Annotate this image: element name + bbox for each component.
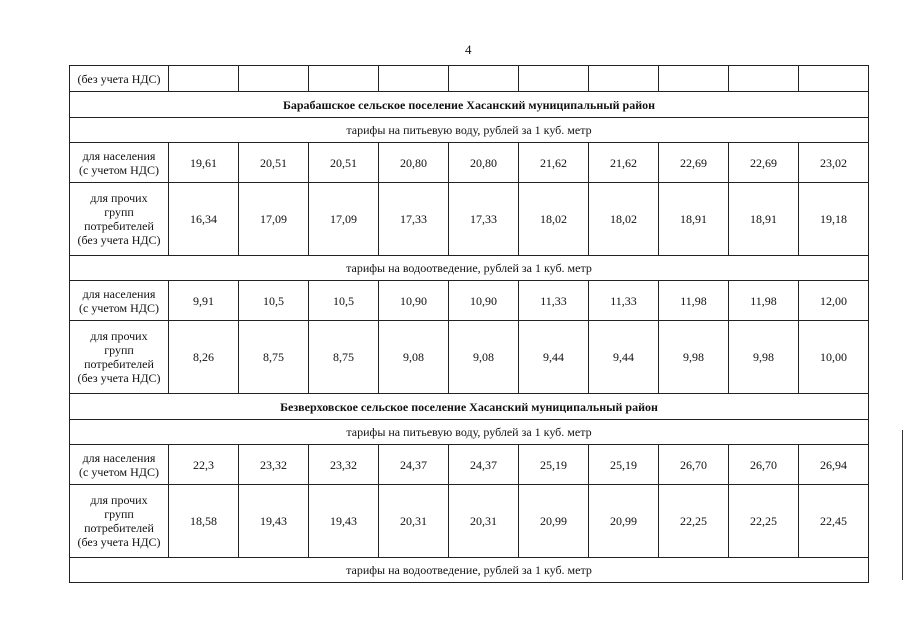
value-cell: 18,02: [589, 183, 659, 256]
value-cell: 24,37: [449, 445, 519, 485]
table-row: [70, 321, 869, 394]
tariff-type-row: [70, 558, 869, 583]
table-row: [70, 281, 869, 321]
value-cell: 17,09: [309, 183, 379, 256]
value-cell: 9,08: [379, 321, 449, 394]
value-cell: 10,90: [379, 281, 449, 321]
value-cell: 8,26: [169, 321, 239, 394]
table-row: [70, 183, 869, 256]
value-cell: 19,43: [239, 485, 309, 558]
value-cell: 9,98: [659, 321, 729, 394]
value-cell: [799, 66, 869, 92]
row-label-line: (без учета НДС): [77, 233, 161, 247]
value-cell: 17,33: [449, 183, 519, 256]
row-label: [70, 445, 169, 485]
tariff-type-row: [70, 420, 869, 445]
row-label-line: для прочих: [90, 329, 148, 343]
row-label-line: для населения: [82, 148, 156, 163]
scan-edge-mark: [902, 430, 903, 580]
row-label-line: для населения: [82, 450, 156, 465]
value-cell: 20,51: [239, 143, 309, 183]
value-cell: 25,19: [519, 445, 589, 485]
row-label-line: потребителей: [84, 357, 154, 371]
value-cell: 22,25: [659, 485, 729, 558]
row-label-line: для населения: [82, 286, 156, 301]
row-label: [70, 321, 169, 394]
value-cell: [659, 66, 729, 92]
value-cell: 17,09: [239, 183, 309, 256]
value-cell: 8,75: [309, 321, 379, 394]
row-label-line: групп: [104, 343, 134, 357]
value-cell: 26,70: [729, 445, 799, 485]
value-cell: 22,25: [729, 485, 799, 558]
value-cell: 9,44: [519, 321, 589, 394]
value-cell: 20,99: [589, 485, 659, 558]
value-cell: 24,37: [379, 445, 449, 485]
value-cell: 10,5: [309, 281, 379, 321]
value-cell: 23,32: [309, 445, 379, 485]
value-cell: 10,90: [449, 281, 519, 321]
value-cell: 16,34: [169, 183, 239, 256]
value-cell: 22,69: [659, 143, 729, 183]
value-cell: 20,51: [309, 143, 379, 183]
value-cell: 22,3: [169, 445, 239, 485]
value-cell: 20,80: [379, 143, 449, 183]
settlement-header-row: [70, 394, 869, 420]
row-label: [70, 143, 169, 183]
value-cell: 10,00: [799, 321, 869, 394]
value-cell: [309, 66, 379, 92]
value-cell: 26,70: [659, 445, 729, 485]
row-label-line: для прочих: [90, 493, 148, 507]
settlement-title: Безверховское сельское поселение Хасанский муниципальный район: [70, 394, 869, 420]
value-cell: 19,61: [169, 143, 239, 183]
page-number: 4: [465, 42, 472, 57]
value-cell: 11,98: [729, 281, 799, 321]
value-cell: 22,69: [729, 143, 799, 183]
value-cell: 12,00: [799, 281, 869, 321]
row-label-line: потребителей: [84, 521, 154, 535]
value-cell: 10,5: [239, 281, 309, 321]
value-cell: 19,43: [309, 485, 379, 558]
value-cell: 23,02: [799, 143, 869, 183]
row-label-line: потребителей: [84, 219, 154, 233]
value-cell: 11,33: [519, 281, 589, 321]
row-label-line: (с учетом НДС): [79, 162, 159, 177]
value-cell: 26,94: [799, 445, 869, 485]
value-cell: 17,33: [379, 183, 449, 256]
value-cell: 8,75: [239, 321, 309, 394]
settlement-title: Барабашское сельское поселение Хасанский муниципальный район: [70, 92, 869, 118]
value-cell: 11,33: [589, 281, 659, 321]
value-cell: 9,08: [449, 321, 519, 394]
tariff-type-row: [70, 256, 869, 281]
value-cell: 20,80: [449, 143, 519, 183]
value-cell: 21,62: [519, 143, 589, 183]
value-cell: 18,02: [519, 183, 589, 256]
value-cell: [239, 66, 309, 92]
value-cell: 9,91: [169, 281, 239, 321]
tariff-table: [69, 65, 869, 583]
value-cell: 20,99: [519, 485, 589, 558]
table-row: [70, 485, 869, 558]
row-label-line: групп: [104, 507, 134, 521]
row-label-line: (без учета НДС): [77, 371, 161, 385]
value-cell: 20,31: [379, 485, 449, 558]
settlement-header-row: [70, 92, 869, 118]
row-label-line: (без учета НДС): [77, 535, 161, 549]
row-label: [70, 183, 169, 256]
value-cell: 11,98: [659, 281, 729, 321]
value-cell: 22,45: [799, 485, 869, 558]
table-row: [70, 66, 869, 92]
table-row: [70, 143, 869, 183]
tariff-type-title: тарифы на питьевую воду, рублей за 1 куб. метр: [70, 420, 869, 445]
value-cell: 18,91: [659, 183, 729, 256]
row-label-line: групп: [104, 205, 134, 219]
value-cell: 25,19: [589, 445, 659, 485]
tariff-type-title: тарифы на водоотведение, рублей за 1 куб. метр: [70, 558, 869, 583]
value-cell: [379, 66, 449, 92]
value-cell: [519, 66, 589, 92]
row-label-line: (с учетом НДС): [79, 300, 159, 315]
tariff-type-row: [70, 118, 869, 143]
value-cell: [449, 66, 519, 92]
value-cell: 19,18: [799, 183, 869, 256]
value-cell: [169, 66, 239, 92]
value-cell: 21,62: [589, 143, 659, 183]
tariff-type-title: тарифы на питьевую воду, рублей за 1 куб. метр: [70, 118, 869, 143]
value-cell: 20,31: [449, 485, 519, 558]
row-label: (без учета НДС): [70, 66, 169, 92]
tariff-type-title: тарифы на водоотведение, рублей за 1 куб. метр: [70, 256, 869, 281]
value-cell: [729, 66, 799, 92]
value-cell: 18,58: [169, 485, 239, 558]
row-label-line: для прочих: [90, 191, 148, 205]
table-row: [70, 445, 869, 485]
value-cell: 18,91: [729, 183, 799, 256]
row-label-line: (с учетом НДС): [79, 464, 159, 479]
row-label: [70, 281, 169, 321]
value-cell: 9,44: [589, 321, 659, 394]
value-cell: 23,32: [239, 445, 309, 485]
value-cell: 9,98: [729, 321, 799, 394]
value-cell: [589, 66, 659, 92]
row-label: [70, 485, 169, 558]
